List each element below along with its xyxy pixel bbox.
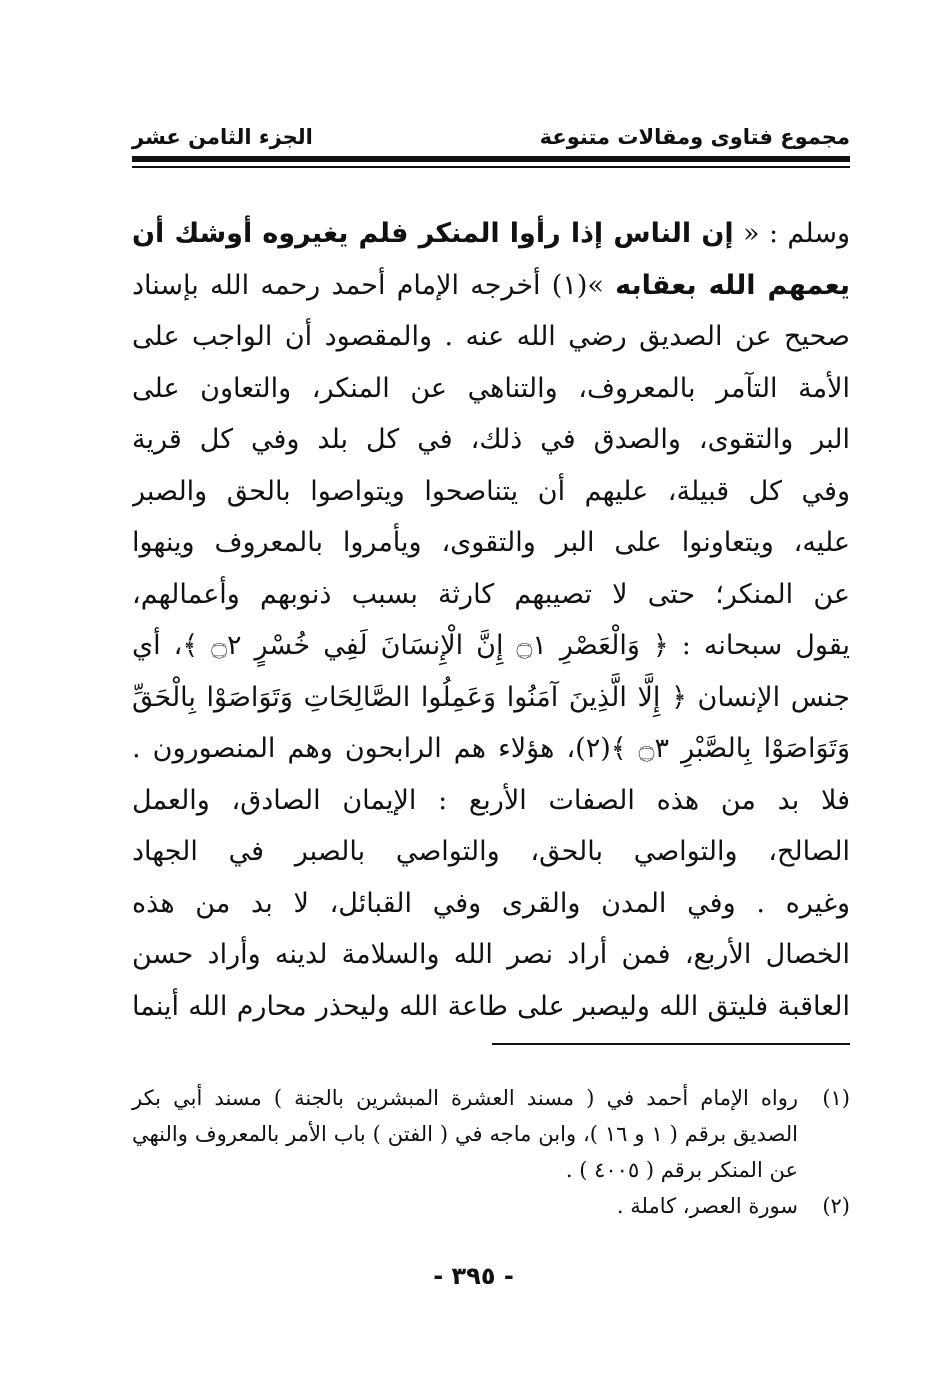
body-text-run: »(١) أخرجه الإمام أحمد رحمه الله بإسناد [132, 269, 616, 301]
footnote-2 [132, 1188, 850, 1224]
body-text-run: عن المنكر؛ حتى لا تصيبهم كارثة بسبب ذنوبهم وأعمالهم، [132, 578, 850, 610]
body-line [132, 208, 850, 260]
body-text-run: العاقبة فليتق الله وليصبر على طاعة الله وليحذر محارم الله أينما [132, 990, 850, 1022]
body-text-run: البر والتقوى، والصدق في ذلك، في كل بلد وفي كل قرية [132, 424, 850, 455]
footnote-separator [492, 1043, 850, 1045]
footnote-text: رواه الإمام أحمد في ( مسند العشرة المبشرين بالجنة ) مسند أبي بكر الصديق برقم ( ١ و ١٦ )، وابن ماجه في ( الفتن ) باب الأمر بالمعروف والنهي عن المنكر برقم ( ٤٠٠٥ ) . [132, 1086, 798, 1182]
body-line [132, 981, 850, 1033]
volume-title: الجزء الثامن عشر [132, 125, 313, 149]
body-text-run: جنس الإنسان ﴿ إِلَّا الَّذِينَ آمَنُوا وَعَمِلُوا الصَّالِحَاتِ وَتَوَاصَوْا بِالْحَقِّ [132, 681, 850, 713]
body-line [132, 620, 850, 672]
page-number: - ٣٩٥ - [433, 1262, 514, 1290]
book-title: مجموع فتاوى ومقالات متنوعة [539, 125, 850, 149]
body-text-run: الأمة التآمر بالمعروف، والتناهي عن المنكر، والتعاون على [132, 372, 850, 404]
body-line [132, 775, 850, 827]
body-text-run: يقول سبحانه : ﴿ وَالْعَصْرِ ۝١ إِنَّ الْإِنسَانَ لَفِي خُسْرٍ ۝٢ ﴾، أي [132, 630, 850, 661]
body-line [132, 929, 850, 981]
footnote-number: (٢) [822, 1194, 850, 1218]
body-line [132, 260, 850, 312]
body-text-run: الخصال الأربع، فمن أراد نصر الله والسلامة لدينه وأراد حسن [132, 939, 850, 970]
body-line [132, 672, 850, 724]
body-line [132, 414, 850, 466]
body-text-run: وغيره . وفي المدن والقرى وفي القبائل، لا بد من هذه [132, 887, 850, 919]
body-text-run: صحيح عن الصديق رضي الله عنه . والمقصود أن الواجب على [132, 321, 850, 352]
body-line [132, 826, 850, 878]
body-line [132, 466, 850, 518]
body-line [132, 569, 850, 621]
body-text-run: وَتَوَاصَوْا بِالصَّبْرِ ۝٣ ﴾(٢)، هؤلاء هم الرابحون وهم المنصورون . [132, 733, 850, 764]
hadith-quote: إن الناس إذا رأوا المنكر فلم يغيروه أوشك أن [132, 218, 734, 249]
body-text [132, 208, 850, 1032]
body-text-run: وفي كل قبيلة، عليهم أن يتناصحوا ويتواصوا بالحق والصبر [132, 475, 850, 507]
body-line [132, 311, 850, 363]
body-line [132, 878, 850, 930]
footnotes [132, 1080, 850, 1224]
footnote-1 [132, 1080, 850, 1188]
header-rule-thin [132, 166, 850, 168]
body-line [132, 723, 850, 775]
body-line [132, 363, 850, 415]
body-text-run: وسلم : « [733, 218, 850, 249]
body-text-run: عليه، ويتعاونوا على البر والتقوى، ويأمروا بالمعروف وينهوا [132, 527, 850, 558]
header-rule-thick [132, 156, 850, 162]
hadith-quote: يعمهم الله بعقابه [615, 269, 850, 301]
footnote-text: سورة العصر، كاملة . [616, 1194, 798, 1218]
body-text-run: الصالح، والتواصي بالحق، والتواصي بالصبر في الجهاد [132, 836, 850, 867]
body-text-run: فلا بد من هذه الصفات الأربع : الإيمان الصادق، والعمل [132, 784, 850, 816]
footnote-number: (١) [822, 1086, 850, 1110]
running-header [132, 122, 850, 152]
body-line [132, 517, 850, 569]
